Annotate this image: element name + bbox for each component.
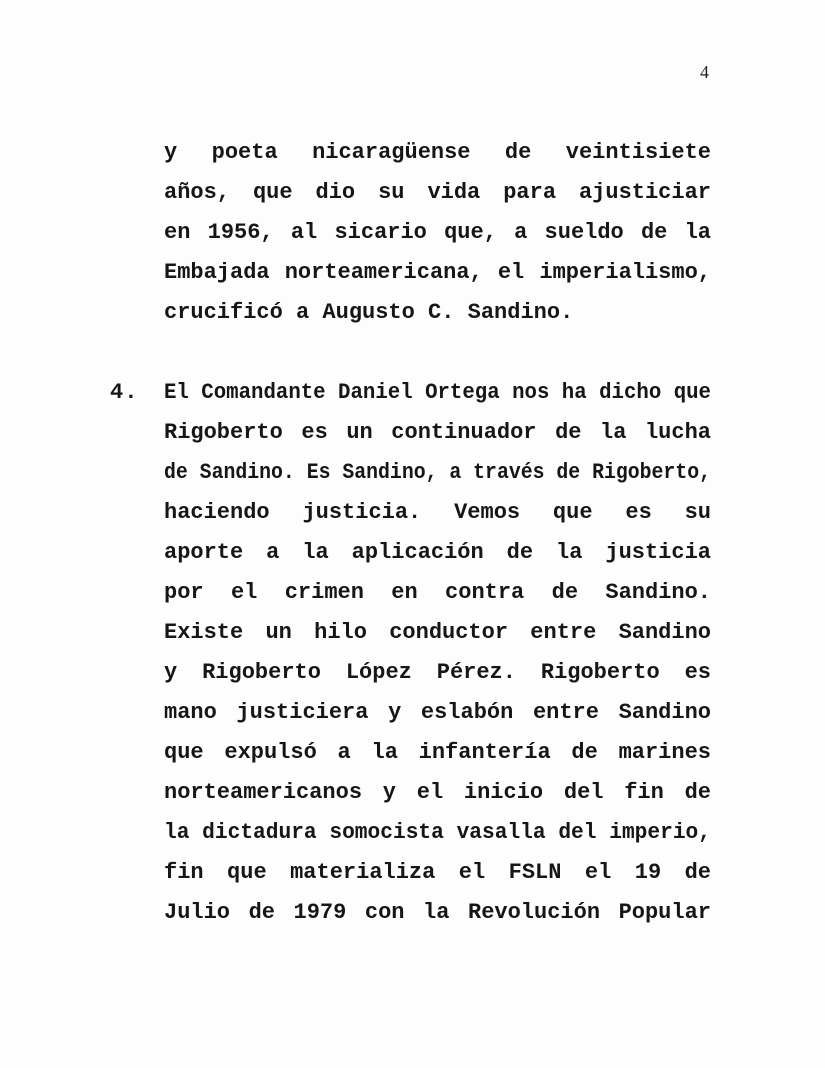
- page-number: 4: [700, 62, 709, 82]
- text-line: aporte a la aplicación de la justicia: [164, 540, 711, 565]
- text-line: El Comandante Daniel Ortega nos ha dicho que: [164, 380, 711, 405]
- text-line: haciendo justicia. Vemos que es su: [164, 500, 711, 525]
- text-line: la dictadura somocista vasalla del imperio,: [164, 820, 711, 845]
- numbered-paragraph: [164, 373, 711, 933]
- text-line: de Sandino. Es Sandino, a través de Rigoberto,: [164, 460, 711, 485]
- text-line: que expulsó a la infantería de marines: [164, 740, 711, 765]
- text-line: por el crimen en contra de Sandino.: [164, 580, 711, 605]
- text-line: en 1956, al sicario que, a sueldo de la: [164, 220, 711, 245]
- text-line: y Rigoberto López Pérez. Rigoberto es: [164, 660, 711, 685]
- continuation-paragraph: [164, 133, 711, 333]
- text-line: Existe un hilo conductor entre Sandino: [164, 620, 711, 645]
- text-line: Julio de 1979 con la Revolución Popular: [164, 900, 711, 925]
- list-item-number: 4.: [110, 380, 139, 405]
- text-line: fin que materializa el FSLN el 19 de: [164, 860, 711, 885]
- text-line: Rigoberto es un continuador de la lucha: [164, 420, 711, 445]
- text-line: norteamericanos y el inicio del fin de: [164, 780, 711, 805]
- text-line: mano justiciera y eslabón entre Sandino: [164, 700, 711, 725]
- text-line: y poeta nicaragüense de veintisiete: [164, 140, 711, 165]
- text-line: años, que dio su vida para ajusticiar: [164, 180, 711, 205]
- text-line: Embajada norteamericana, el imperialismo,: [164, 260, 711, 285]
- text-line: crucificó a Augusto C. Sandino.: [164, 300, 574, 325]
